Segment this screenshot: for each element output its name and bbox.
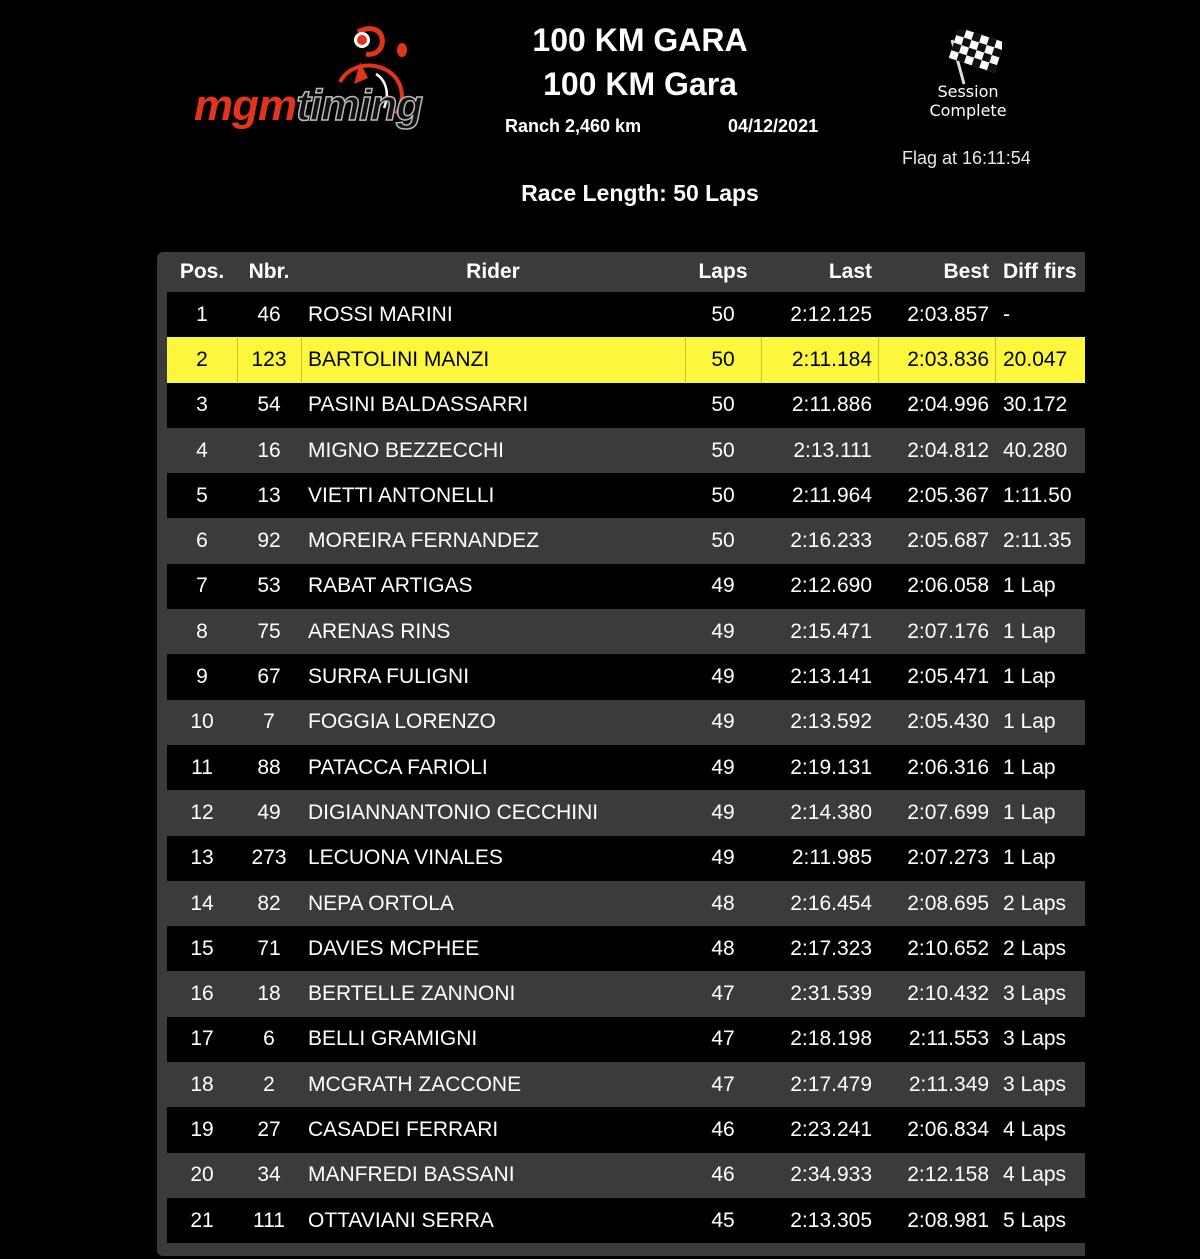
cell-laps: 49 <box>711 574 735 598</box>
cell-laps: 49 <box>711 755 735 779</box>
cell-laps: 49 <box>711 800 735 824</box>
cell-diff: 2 Laps <box>1003 936 1067 960</box>
cell-diff: 2 Laps <box>1003 891 1067 915</box>
table-row <box>167 836 1085 881</box>
cell-last: 2:34.933 <box>790 1163 872 1187</box>
cell-best: 2:03.836 <box>907 347 989 371</box>
cell-laps: 50 <box>711 302 735 326</box>
cell-diff: 1 Lap <box>1003 846 1056 870</box>
cell-nbr: 123 <box>251 347 287 371</box>
table-row <box>167 383 1085 428</box>
cell-pos: 14 <box>190 891 214 915</box>
cell-nbr: 67 <box>257 665 281 689</box>
logo-part-mgm: mgm <box>194 81 297 130</box>
cell-pos: 17 <box>190 1027 214 1051</box>
cell-nbr: 7 <box>263 710 275 734</box>
cell-nbr: 75 <box>257 619 281 643</box>
cell-nbr: 18 <box>257 982 281 1006</box>
cell-best: 2:06.316 <box>907 755 989 779</box>
cell-best: 2:07.273 <box>907 846 989 870</box>
cell-best: 2:12.158 <box>907 1163 989 1187</box>
cell-diff: 3 Laps <box>1003 1027 1067 1051</box>
cell-best: 2:08.695 <box>907 891 989 915</box>
results-table <box>157 252 1085 1256</box>
table-row <box>167 609 1085 654</box>
logo-wordmark <box>194 81 423 130</box>
table-row <box>167 564 1085 609</box>
cell-rider: MIGNO BEZZECCHI <box>308 438 505 462</box>
table-row <box>167 926 1085 971</box>
event-title: 100 KM GARA <box>532 22 748 58</box>
cell-nbr: 273 <box>251 846 287 870</box>
cell-pos: 12 <box>190 800 214 824</box>
cell-pos: 11 <box>191 755 213 779</box>
cell-last: 2:17.479 <box>790 1072 872 1096</box>
cell-last: 2:18.198 <box>790 1027 872 1051</box>
cell-pos: 18 <box>190 1072 214 1096</box>
cell-nbr: 88 <box>257 755 281 779</box>
cell-rider: PASINI BALDASSARRI <box>308 393 529 417</box>
cell-rider: BELLI GRAMIGNI <box>308 1027 478 1051</box>
column-separator <box>237 337 238 382</box>
cell-last: 2:16.454 <box>790 891 872 915</box>
race-length: Race Length: 50 Laps <box>521 180 759 206</box>
cell-laps: 45 <box>711 1208 735 1232</box>
cell-pos: 20 <box>190 1163 214 1187</box>
column-separator <box>995 337 996 382</box>
cell-nbr: 82 <box>257 891 281 915</box>
cell-nbr: 6 <box>263 1027 275 1051</box>
cell-pos: 9 <box>196 665 208 689</box>
cell-diff: 1 Lap <box>1003 574 1056 598</box>
column-separator <box>878 337 879 382</box>
cell-pos: 3 <box>196 393 208 417</box>
cell-nbr: 34 <box>257 1163 281 1187</box>
table-row <box>167 1017 1085 1062</box>
cell-diff: 1:11.50 <box>1003 483 1072 507</box>
cell-laps: 47 <box>711 1072 735 1096</box>
cell-pos: 15 <box>190 936 214 960</box>
cell-pos: 13 <box>190 846 214 870</box>
table-row <box>167 518 1085 563</box>
cell-best: 2:05.430 <box>907 710 989 734</box>
cell-laps: 50 <box>711 483 735 507</box>
table-row <box>167 881 1085 926</box>
cell-last: 2:11.886 <box>791 393 872 417</box>
cell-last: 2:11.964 <box>791 483 872 507</box>
cell-rider: PATACCA FARIOLI <box>308 755 488 779</box>
cell-best: 2:06.834 <box>907 1117 989 1141</box>
cell-diff: 1 Lap <box>1003 755 1056 779</box>
cell-laps: 48 <box>711 891 735 915</box>
table-row <box>167 1062 1085 1107</box>
table-row <box>167 1107 1085 1152</box>
cell-rider: OTTAVIANI SERRA <box>308 1208 494 1232</box>
cell-diff: 4 Laps <box>1003 1163 1067 1187</box>
column-separator <box>685 337 686 382</box>
cell-diff: 1 Lap <box>1003 710 1056 734</box>
cell-best: 2:06.058 <box>907 574 989 598</box>
cell-laps: 48 <box>711 936 735 960</box>
column-separator <box>761 337 762 382</box>
track-info: Ranch 2,460 km <box>505 116 642 136</box>
cell-laps: 49 <box>711 710 735 734</box>
cell-pos: 7 <box>196 574 208 598</box>
header-pos: Pos. <box>179 260 225 283</box>
flag-time: Flag at 16:11:54 <box>902 148 1031 168</box>
cell-diff: 30.172 <box>1003 393 1068 417</box>
cell-best: 2:11.349 <box>908 1072 989 1096</box>
cell-nbr: 49 <box>257 800 281 824</box>
cell-laps: 49 <box>711 619 735 643</box>
cell-nbr: 92 <box>257 529 281 553</box>
cell-rider: MOREIRA FERNANDEZ <box>308 529 540 553</box>
cell-rider: LECUONA VINALES <box>308 846 503 870</box>
cell-last: 2:23.241 <box>790 1117 872 1141</box>
column-separator <box>301 337 302 382</box>
cell-nbr: 2 <box>263 1072 275 1096</box>
cell-best: 2:05.687 <box>907 529 989 553</box>
cell-diff: 2:11.35 <box>1003 529 1072 553</box>
table-row <box>167 971 1085 1016</box>
cell-rider: FOGGIA LORENZO <box>308 710 496 734</box>
cell-last: 2:15.471 <box>790 619 872 643</box>
cell-best: 2:07.176 <box>907 619 989 643</box>
cell-best: 2:10.432 <box>907 982 989 1006</box>
cell-rider: MANFREDI BASSANI <box>308 1163 515 1187</box>
cell-last: 2:11.184 <box>791 347 872 371</box>
header-laps: Laps <box>698 260 748 283</box>
cell-nbr: 111 <box>253 1208 285 1232</box>
cell-diff: 5 Laps <box>1003 1208 1067 1232</box>
cell-laps: 47 <box>711 1027 735 1051</box>
cell-last: 2:13.305 <box>790 1208 872 1232</box>
cell-laps: 46 <box>711 1163 735 1187</box>
table-row <box>167 654 1085 699</box>
cell-pos: 19 <box>190 1117 214 1141</box>
cell-best: 2:05.367 <box>907 483 989 507</box>
cell-diff: 3 Laps <box>1003 982 1067 1006</box>
cell-rider: CASADEI FERRARI <box>308 1117 499 1141</box>
table-row <box>167 428 1085 473</box>
cell-laps: 49 <box>711 665 735 689</box>
cell-last: 2:17.323 <box>790 936 872 960</box>
cell-rider: ROSSI MARINI <box>308 302 453 326</box>
cell-diff: 1 Lap <box>1003 665 1056 689</box>
cell-best: 2:04.996 <box>907 393 989 417</box>
cell-last: 2:16.233 <box>790 529 872 553</box>
cell-diff: - <box>1003 302 1010 326</box>
cell-rider: DAVIES MCPHEE <box>308 936 480 960</box>
cell-last: 2:11.985 <box>791 846 872 870</box>
cell-nbr: 27 <box>257 1117 281 1141</box>
cell-nbr: 71 <box>257 936 281 960</box>
session-title: 100 KM Gara <box>543 66 737 102</box>
cell-nbr: 13 <box>257 483 281 507</box>
table-body <box>167 292 1085 1243</box>
cell-best: 2:07.699 <box>907 800 989 824</box>
cell-pos: 5 <box>196 483 208 507</box>
cell-diff: 3 Laps <box>1003 1072 1067 1096</box>
cell-diff: 40.280 <box>1003 438 1068 462</box>
cell-pos: 10 <box>190 710 214 734</box>
cell-rider: SURRA FULIGNI <box>308 665 470 689</box>
cell-last: 2:12.690 <box>790 574 872 598</box>
cell-last: 2:31.539 <box>790 982 872 1006</box>
cell-nbr: 53 <box>257 574 281 598</box>
header-diff: Diff firs <box>1003 260 1077 283</box>
checkered-flag-icon <box>938 30 1002 86</box>
cell-pos: 1 <box>196 302 208 326</box>
cell-last: 2:13.592 <box>790 710 872 734</box>
cell-best: 2:10.652 <box>907 936 989 960</box>
cell-laps: 50 <box>711 393 735 417</box>
cell-last: 2:12.125 <box>790 302 872 326</box>
cell-pos: 4 <box>196 438 208 462</box>
session-status-line2: Complete <box>929 101 1007 120</box>
cell-last: 2:14.380 <box>790 800 872 824</box>
session-status-line1: Session <box>937 82 999 101</box>
table-row <box>167 292 1085 337</box>
table-row <box>167 1198 1085 1243</box>
cell-best: 2:05.471 <box>907 665 989 689</box>
cell-diff: 1 Lap <box>1003 619 1056 643</box>
table-row <box>167 790 1085 835</box>
cell-rider: VIETTI ANTONELLI <box>308 483 495 507</box>
cell-diff: 4 Laps <box>1003 1117 1067 1141</box>
cell-best: 2:11.553 <box>908 1027 989 1051</box>
cell-pos: 21 <box>190 1208 214 1232</box>
header-best: Best <box>943 260 989 283</box>
cell-nbr: 16 <box>257 438 281 462</box>
cell-diff: 1 Lap <box>1003 800 1056 824</box>
cell-laps: 47 <box>711 982 735 1006</box>
cell-rider: NEPA ORTOLA <box>308 891 454 915</box>
cell-rider: ARENAS RINS <box>308 619 451 643</box>
cell-rider: BERTELLE ZANNONI <box>308 982 516 1006</box>
cell-last: 2:13.111 <box>793 438 872 462</box>
header-last: Last <box>828 260 872 283</box>
header-nbr: Nbr. <box>248 260 290 283</box>
cell-last: 2:19.131 <box>790 755 872 779</box>
cell-best: 2:04.812 <box>907 438 989 462</box>
cell-laps: 50 <box>711 438 735 462</box>
logo-part-timing: timing <box>296 81 423 130</box>
cell-rider: RABAT ARTIGAS <box>308 574 473 598</box>
cell-pos: 8 <box>196 619 208 643</box>
cell-pos: 16 <box>190 982 214 1006</box>
cell-laps: 49 <box>711 846 735 870</box>
cell-rider: BARTOLINI MANZI <box>308 347 490 371</box>
mgm-timing-logo <box>190 22 430 132</box>
header-rider: Rider <box>466 260 520 283</box>
cell-pos: 2 <box>196 347 208 371</box>
cell-laps: 46 <box>711 1117 735 1141</box>
cell-nbr: 54 <box>257 393 281 417</box>
table-row <box>167 700 1085 745</box>
table-row <box>167 337 1085 382</box>
table-row <box>167 745 1085 790</box>
cell-best: 2:08.981 <box>907 1208 989 1232</box>
cell-laps: 50 <box>711 529 735 553</box>
cell-last: 2:13.141 <box>790 665 872 689</box>
table-row <box>167 473 1085 518</box>
cell-laps: 50 <box>711 347 735 371</box>
table-row <box>167 1153 1085 1198</box>
cell-pos: 6 <box>196 529 208 553</box>
table-header <box>167 252 1085 292</box>
cell-diff: 20.047 <box>1003 347 1068 371</box>
cell-rider: MCGRATH ZACCONE <box>308 1072 522 1096</box>
session-status <box>918 82 1018 120</box>
cell-best: 2:03.857 <box>907 302 989 326</box>
event-date: 04/12/2021 <box>728 116 819 136</box>
cell-rider: DIGIANNANTONIO CECCHINI <box>308 800 599 824</box>
cell-nbr: 46 <box>257 302 281 326</box>
